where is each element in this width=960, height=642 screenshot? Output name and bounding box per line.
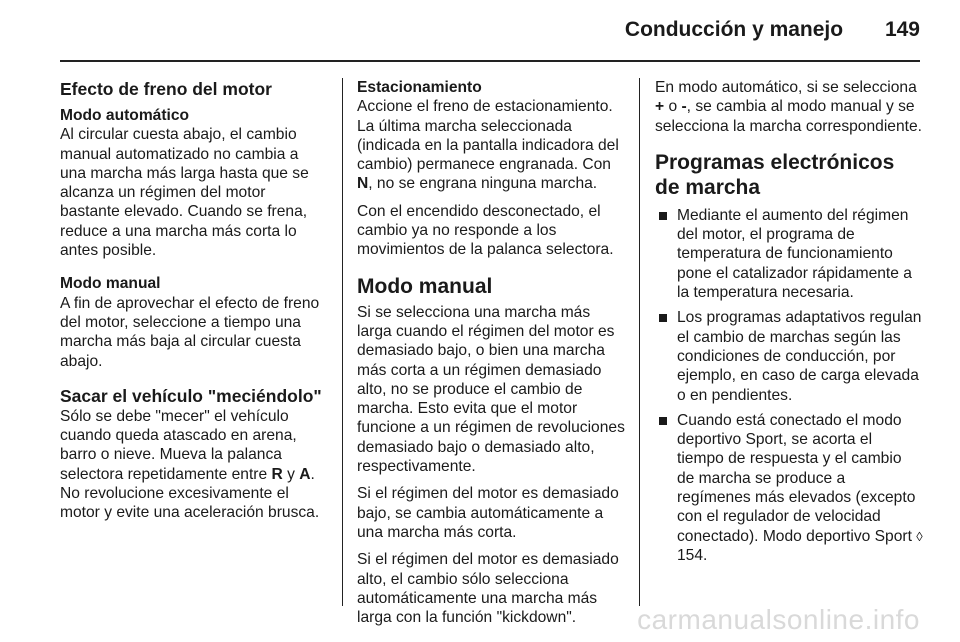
paragraph: Sólo se debe "mecer" el vehículo cuando queda atascado en arena, barro o nieve. Mueva la palanca selectora repetidamente entre R y A. No revolucione excesivamente el motor y evite una aceleración brusca. [60,407,320,522]
column-divider [342,78,343,606]
paragraph: En modo automático, si se selecciona + o -, se cambia al modo manual y se selecciona la marcha correspondiente. [655,79,922,135]
paragraph: Si el régimen del motor es demasiado bajo, se cambia automáticamente a una marcha más corta. [357,485,619,541]
square-bullet-icon [659,417,667,425]
page-number: 149 [884,18,920,41]
square-bullet-icon [659,314,667,322]
section-heading: Efecto de freno del motor [60,79,272,99]
list-item: Mediante el aumento del régimen del motor, el programa de temperatura de funcionamiento pone el catalizador rápidamente a la temperatura necesaria. [655,206,923,302]
column-divider [639,78,640,606]
list-item: Los programas adaptativos regulan el cambio de marchas según las condiciones de conducción, por ejemplo, en caso de carga elevada o en pendientes. [655,308,923,404]
section-heading: Programas electrónicos de marcha [655,150,895,199]
subsection-heading: Modo manual [60,275,161,293]
page-header [625,18,920,42]
page-reference[interactable]: 154. [677,546,708,564]
page-title: Conducción y manejo [624,18,844,41]
paragraph: Si el régimen del motor es demasiado alto, el cambio sólo selecciona automáticamente una marcha más larga con la función "kickdown". [357,551,619,627]
paragraph: Si se selecciona una marcha más larga cuando el régimen del motor es demasiado bajo, o bien una marcha más corta a un régimen demasiado alto, no se produce el cambio de marcha. Esto evita que el motor funcione a un régimen de revoluciones demasiado bajo o demasiado alto, respectivamente. [357,303,625,476]
paragraph: A fin de aprovechar el efecto de freno del motor, seleccione a tiempo una marcha más baja al circular cuesta abajo. [60,294,320,370]
watermark: carmanualsonline.info [637,604,920,635]
column-2 [357,78,625,627]
paragraph: Con el encendido desconectado, el cambio ya no responde a los movimientos de la palanca selectora. [357,202,614,259]
paragraph: Accione el freno de estacionamiento. La última marcha seleccionada (indicada en la pantalla indicadora del cambio) permanece engranada. Con N, no se engrana ninguna marcha. [357,98,619,193]
bullet-list [655,206,923,565]
list-item: Cuando está conectado el modo deportivo Sport, se acorta el tiempo de respuesta y el cambio de marcha se produce a regímenes más elevados (excepto con el regulador de velocidad conectado). Modo deportivo Sport ◊ 154. [655,411,923,565]
header-rule [60,60,920,62]
section-heading: Modo manual [357,274,493,298]
square-bullet-icon [659,212,667,220]
section-heading: Sacar el vehículo "meciéndolo" [60,385,322,406]
page-reference-arrow-icon[interactable]: ◊ [916,528,923,544]
subsection-heading: Estacionamiento [357,79,482,96]
column-1 [60,78,328,523]
column-3 [655,78,923,571]
subsection-heading: Modo automático [60,107,190,124]
paragraph: Al circular cuesta abajo, el cambio manual automatizado no cambia a una marcha más larga hasta que se alcanza un régimen del motor bastante elevado. Cuando se frena, reduce a una marcha más corta lo antes posible. [60,126,309,260]
